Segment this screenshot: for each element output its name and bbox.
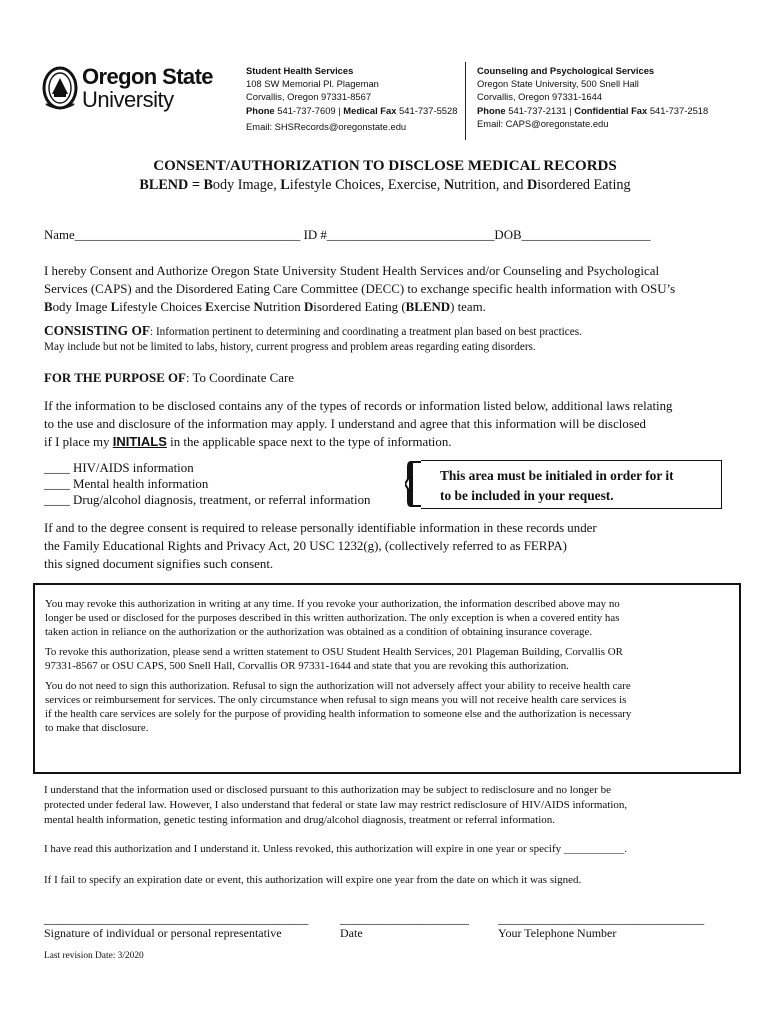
consent-line3-part: N bbox=[253, 300, 263, 314]
expiration-specify[interactable]: I have read this authorization and I understand it. Unless revoked, this authorization will expire in one year or specify ___________. bbox=[44, 843, 628, 855]
blend-word-rest: ody Image, bbox=[212, 177, 281, 193]
consent-line3-part: ody Image bbox=[52, 300, 111, 314]
phone-line[interactable]: ________________________________ bbox=[498, 912, 705, 926]
shs-addr1: 108 SW Memorial Pl. Plageman bbox=[246, 78, 379, 90]
caps-email: Email: CAPS@oregonstate.edu bbox=[477, 117, 609, 129]
records-paragraph: If the information to be disclosed contains any of the types of records or information listed below, additional laws relating to the use and disclosure of the information may apply. I understand and agree that this information will be disclosed if I place my INITIALS in the applicable space next to the type of information. bbox=[44, 399, 673, 449]
revoke-line: You do not need to sign this authorization. Refusal to sign the authorization will not adversely affect your ability to receive health care bbox=[45, 680, 631, 692]
revoke-line: if the health care services are solely for the purpose of providing health information to someone else and the authorization is necessary bbox=[45, 708, 632, 720]
blend-initial: L bbox=[280, 177, 290, 193]
consisting-of: CONSISTING OF: Information pertinent to determining and coordinating a treatment plan based on best practices. May include but not be limited to labs, history, current progress and problem areas regarding eating disorders. bbox=[44, 323, 582, 353]
shs-email: Email: SHSRecords@oregonstate.edu bbox=[246, 120, 407, 132]
expiration-default: If I fail to specify an expiration date or event, this authorization will expire one year from the date on which it was signed. bbox=[44, 874, 582, 886]
logo-line2: University bbox=[82, 87, 174, 112]
initial-item-drug[interactable]: ____ Drug/alcohol diagnosis, treatment, or referral information bbox=[44, 493, 371, 507]
osu-logo bbox=[42, 64, 78, 112]
document-title: CONSENT/AUTHORIZATION TO DISCLOSE MEDICAL RECORDS bbox=[153, 158, 617, 174]
initial-item-mental[interactable]: ____ Mental health information bbox=[44, 477, 209, 491]
revoke-line: You may revoke this authorization in writing at any time. If you revoke your authorization, the information described above may no bbox=[45, 598, 620, 610]
consent-line3-part: BLEND bbox=[405, 300, 451, 314]
blend-word-rest: ifestyle Choices, Exercise, bbox=[289, 177, 444, 193]
initial-items bbox=[44, 460, 370, 508]
shs-contact bbox=[246, 64, 457, 133]
initial-item-hiv[interactable]: ____ HIV/AIDS information bbox=[44, 461, 194, 475]
consent-line3-part: D bbox=[303, 300, 314, 314]
caps-addr1: Oregon State University, 500 Snell Hall bbox=[477, 78, 639, 90]
logo-line1: Oregon State bbox=[82, 64, 213, 89]
revoke-text bbox=[45, 597, 631, 735]
purpose: FOR THE PURPOSE OF: To Coordinate Care bbox=[44, 371, 294, 385]
initial-required-note: This area must be initialed in order for it to be included in your request. bbox=[440, 468, 674, 503]
consent-line3-part: ) team. bbox=[450, 300, 486, 314]
blend-initial: N bbox=[443, 177, 455, 193]
revoke-line: 97331-8567 or OSU CAPS, 500 Snell Hall, Corvallis OR 97331-1644 and state that you are revoking this authorization. bbox=[45, 660, 569, 672]
revision-date: Last revision Date: 3/2020 bbox=[44, 951, 144, 961]
bracket-icon bbox=[405, 461, 421, 507]
redisclosure-paragraph: I understand that the information used or disclosed pursuant to this authorization may be subject to redisclosure and no longer be protected under federal law. However, I also understand that federal or state law may restrict redisclosure of HIV/AIDS information, mental health information, genetic testing information and drug/alcohol diagnosis, treatment or referral information. bbox=[44, 784, 628, 826]
initials-emphasis: INITIALS bbox=[112, 434, 167, 449]
shs-addr2: Corvallis, Oregon 97331-8567 bbox=[246, 91, 372, 103]
header-divider bbox=[465, 62, 466, 140]
document-subtitle: BLEND = Body Image, Lifestyle Choices, Exercise, Nutrition, and Disordered Eating bbox=[139, 177, 631, 193]
date-line[interactable]: ____________________ bbox=[340, 912, 469, 926]
revoke-line: To revoke this authorization, please send a written statement to OSU Student Health Services, 201 Plageman Building, Corvallis OR bbox=[45, 646, 623, 658]
consent-line3-part: E bbox=[205, 300, 214, 314]
blend-initial: B bbox=[203, 177, 213, 193]
consent-line3-part: L bbox=[110, 300, 120, 314]
consent-paragraph: I hereby Consent and Authorize Oregon State University Student Health Services and/or Counseling and Psychological Services (CAPS) and the Disordered Eating Care Committee (DECC) to exchange specific health information with OSU’s Body Image Lifestyle Choices Exercise Nutrition Disordered Eating (BLEND) team. bbox=[44, 264, 676, 314]
date-label: Date bbox=[340, 926, 363, 940]
consent-line3-part: isordered Eating ( bbox=[313, 300, 406, 314]
signature-line[interactable]: _________________________________________ bbox=[44, 912, 309, 926]
caps-phone-line: Phone 541-737-2131 | Confidential Fax 541-737-2518 bbox=[477, 104, 709, 116]
consent-line3-part: B bbox=[44, 300, 53, 314]
revoke-line: longer be used or disclosed for the purposes described in this written authorization. The only exception is when a covered entity has bbox=[45, 612, 620, 624]
caps-title: Counseling and Psychological Services bbox=[477, 65, 655, 76]
shs-phone-line: Phone 541-737-7609 | Medical Fax 541-737-5528 bbox=[246, 104, 458, 116]
ferpa-paragraph: If and to the degree consent is required to release personally identifiable information in these records under the Family Educational Rights and Privacy Act, 20 USC 1232(g), (collectively referred to as FERPA) this signed document signifies such consent. bbox=[44, 521, 597, 571]
signature-label: Signature of individual or personal representative bbox=[44, 926, 282, 940]
revoke-line: services or reimbursement for services. The only circumstance when refusal to sign means you will not receive health care services is bbox=[45, 694, 627, 706]
revoke-line: to make that disclosure. bbox=[45, 722, 149, 734]
consent-line3-part: ifestyle Choices bbox=[119, 300, 206, 314]
shs-title: Student Health Services bbox=[246, 65, 354, 76]
consent-line3-part: xercise bbox=[213, 300, 254, 314]
blend-initial: D bbox=[526, 177, 538, 193]
osu-seal-icon bbox=[42, 64, 78, 112]
blend-word-rest: utrition, and bbox=[454, 177, 527, 193]
revoke-line: taken action in reliance on the authorization or the authorization was obtained as a condition of obtaining insurance coverage. bbox=[45, 626, 593, 638]
name-id-dob-field[interactable]: Name___________________________________ ID #__________________________DOB____________________ bbox=[44, 228, 651, 242]
caps-addr2: Corvallis, Oregon 97331-1644 bbox=[477, 91, 603, 103]
caps-contact bbox=[477, 64, 708, 130]
blend-word-rest: isordered Eating bbox=[537, 177, 631, 193]
consent-line3-part: utrition bbox=[262, 300, 304, 314]
phone-label: Your Telephone Number bbox=[498, 926, 617, 940]
